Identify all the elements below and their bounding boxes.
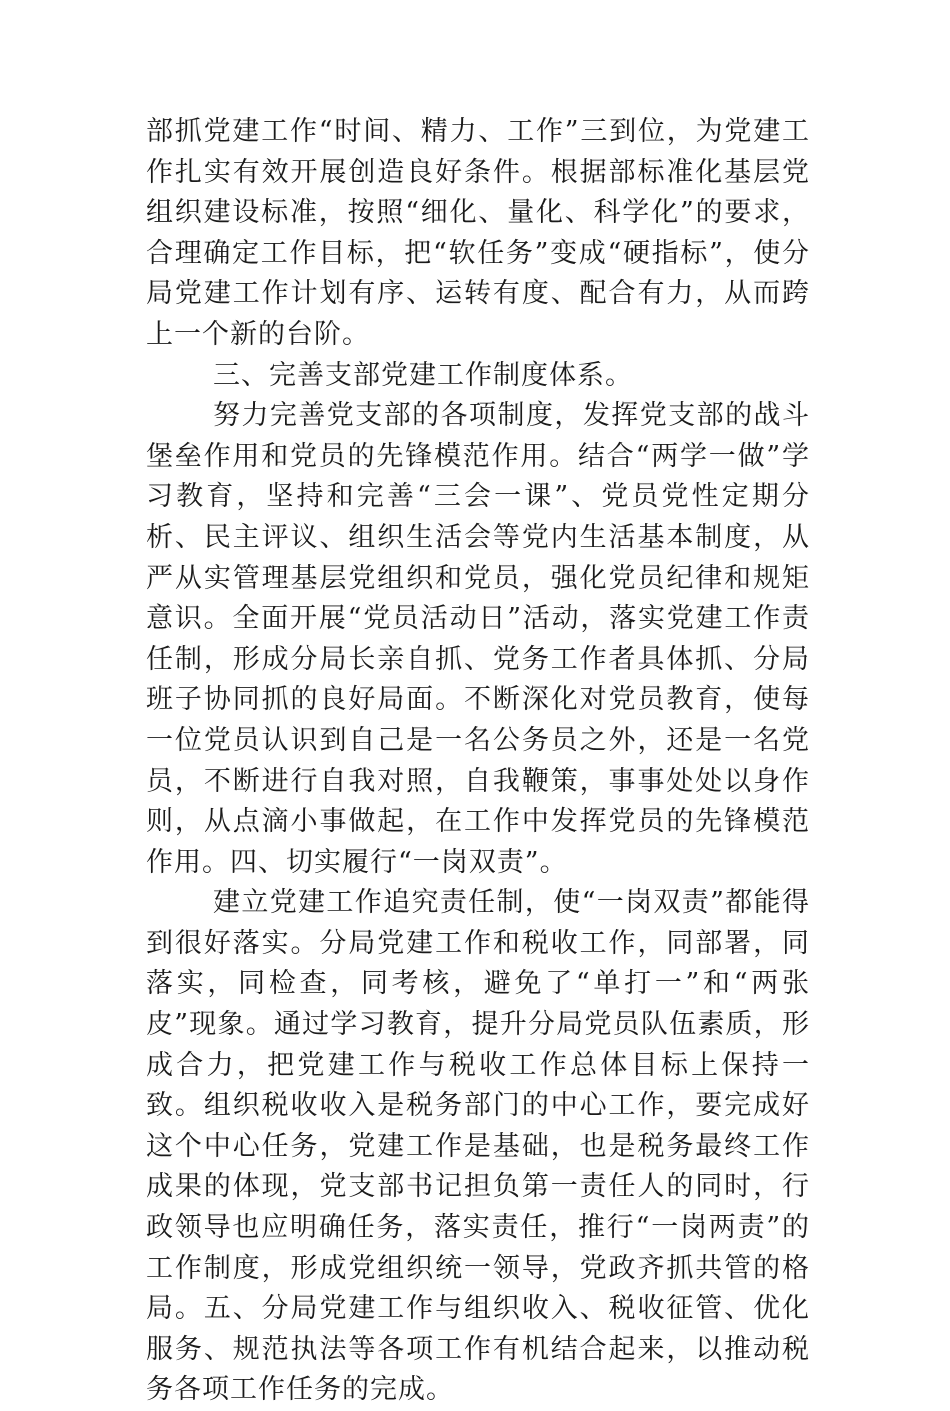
paragraph-continuation: 部抓党建工作“时间、精力、工作”三到位，为党建工作扎实有效开展创造良好条件。根据部标准化基层党组织建设标准，按照“细化、量化、科学化”的要求，合理确定工作目标，把“软任务”变成“硬指标”，使分局党建工作计划有序、运转有度、配合有力，从而跨上一个新的台阶。 — [146, 116, 810, 350]
paragraph-accountability: 建立党建工作追究责任制，使“一岗双责”都能得到很好落实。分局党建工作和税收工作，同部署，同落实，同检查，同考核，避免了“单打一”和“两张皮”现象。通过学习教育，提升分局党员队伍素质，形成合力，把党建工作与税收工作总体目标上保持一致。组织税收收入是税务部门的中心工作，要完成好这个中心任务，党建工作是基础，也是税务最终工作成果的体现，党支部书记担负第一责任人的同时，行政领导也应明确任务，落实责任，推行“一岗两责”的工作制度，形成党组织统一领导，党政齐抓共管的格局。五、分局党建工作与组织收入、税收征管、优化服务、规范执法等各项工作有机结合起来，以推动税务各项工作任务的完成。 — [146, 887, 810, 1406]
document-page — [146, 112, 810, 1411]
paragraph-party-system: 努力完善党支部的各项制度，发挥党支部的战斗堡垒作用和党员的先锋模范作用。结合“两学一做”学习教育，坚持和完善“三会一课”、党员党性定期分析、民主评议、组织生活会等党内生活基本制度，从严从实管理基层党组织和党员，强化党员纪律和规矩意识。全面开展“党员活动日”活动，落实党建工作责任制，形成分局长亲自抓、党务工作者具体抓、分局班子协同抓的良好局面。不断深化对党员教育，使每一位党员认识到自己是一名公务员之外，还是一名党员，不断进行自我对照，自我鞭策，事事处处以身作则，从点滴小事做起，在工作中发挥党员的先锋模范作用。四、切实履行“一岗双责”。 — [146, 400, 810, 878]
section-heading-3: 三、完善支部党建工作制度体系。 — [213, 359, 633, 391]
